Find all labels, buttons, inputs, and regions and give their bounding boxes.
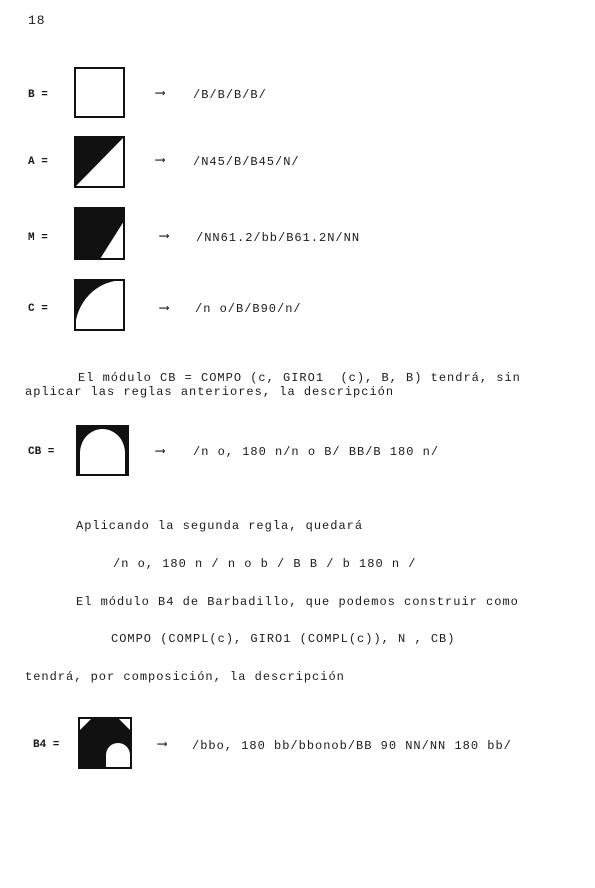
paragraph-line-2: aplicar las reglas anteriores, la descripción [25,385,395,399]
composition-text: tendrá, por composición, la descripción [25,670,345,684]
arrow-icon: ⟶ [156,153,165,169]
b4-intro-text: El módulo B4 de Barbadillo, que podemos construir como [76,595,519,609]
module-b-description: /B/B/B/B/ [193,88,267,102]
module-m-tile [74,207,125,260]
b4-label: B4 = [33,739,60,751]
page-number: 18 [28,13,46,28]
module-b-tile [74,67,125,118]
arrow-icon: ⟶ [158,737,167,753]
cb-description: /n o, 180 n/n o B/ BB/B 180 n/ [193,445,440,459]
cb-label: CB = [28,446,55,458]
rule-result: /n o, 180 n / n o b / B B / b 180 n / [113,557,417,571]
paragraph-line-1: El módulo CB = COMPO (c, GIRO1 (c), B, B) tendrá, sin [78,371,521,385]
module-a-description: /N45/B/B45/N/ [193,155,300,169]
b4-module-tile [78,717,132,769]
rule-text: Aplicando la segunda regla, quedará [76,519,364,533]
module-m-description: /NN61.2/bb/B61.2N/NN [196,231,361,245]
module-label-m: M = [28,232,48,244]
module-label-a: A = [28,156,48,168]
module-c-tile [74,279,125,331]
b4-description: /bbo, 180 bb/bbonob/BB 90 NN/NN 180 bb/ [192,739,512,753]
module-label-b: B = [28,89,48,101]
module-a-tile [74,136,125,188]
arrow-icon: ⟶ [156,444,165,460]
arrow-icon: ⟶ [160,301,169,317]
module-label-c: C = [28,303,48,315]
module-c-description: /n o/B/B90/n/ [195,302,302,316]
cb-module-tile [76,425,129,476]
compo-expression: COMPO (COMPL(c), GIRO1 (COMPL(c)), N , CB) [111,632,456,646]
arrow-icon: ⟶ [156,86,165,102]
arrow-icon: ⟶ [160,229,169,245]
